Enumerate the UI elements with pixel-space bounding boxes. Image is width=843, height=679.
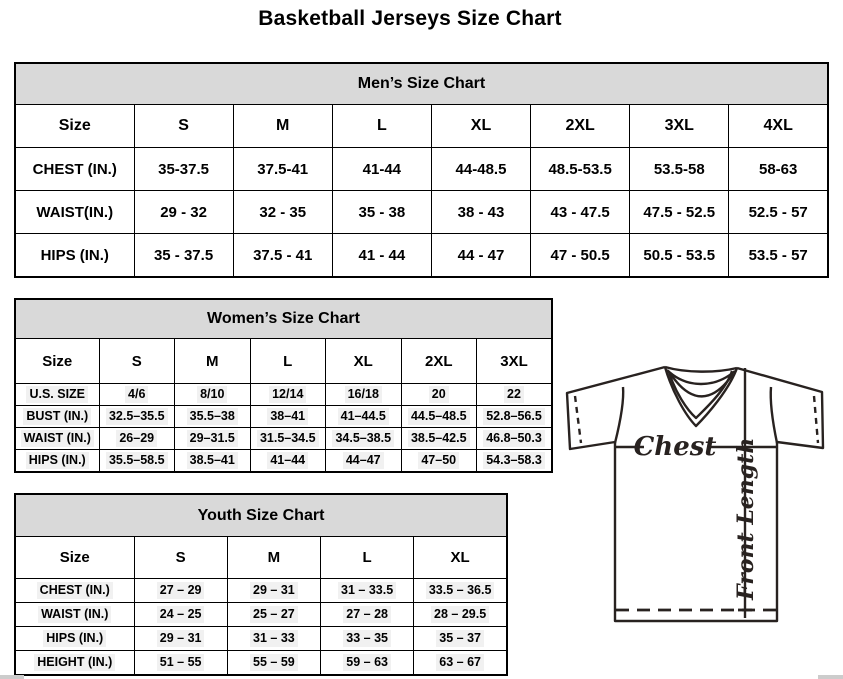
row-label: WAIST(IN.): [15, 191, 134, 234]
cell-value: 41-44: [332, 148, 431, 191]
cell-value: 53.5 - 57: [729, 234, 828, 278]
cell-value-text: 4/6: [125, 386, 148, 403]
cell-value: [414, 603, 507, 627]
cell-value-text: 29–31.5: [187, 430, 238, 447]
cell-value: [326, 450, 402, 473]
cell-value-text: 41–44.5: [338, 408, 389, 425]
cell-value-text: 38.5–41: [187, 452, 238, 469]
cell-value-text: 24 – 25: [157, 606, 205, 623]
corner-size-label: Size: [15, 105, 134, 148]
cell-value-text: 44.5–48.5: [408, 408, 470, 425]
jersey-diagram: [558, 357, 839, 632]
row-label-text: HIPS (IN.): [43, 630, 106, 647]
size-header: S: [134, 537, 227, 579]
size-header: M: [175, 339, 251, 384]
size-header: M: [233, 105, 332, 148]
size-header: S: [134, 105, 233, 148]
size-header: L: [321, 537, 414, 579]
cell-value: [227, 627, 320, 651]
row-label-text: HEIGHT (IN.): [34, 654, 115, 671]
sleeve-seam-left: [615, 387, 623, 443]
size-header: 4XL: [729, 105, 828, 148]
corner-size-label: Size: [15, 339, 99, 384]
table-row: [15, 579, 507, 603]
size-header: 3XL: [477, 339, 553, 384]
cell-value-text: 31 – 33.5: [338, 582, 396, 599]
cell-value-text: 34.5–38.5: [332, 430, 394, 447]
cell-value: 53.5-58: [630, 148, 729, 191]
cell-value: 37.5-41: [233, 148, 332, 191]
table-row: [15, 627, 507, 651]
row-label-text: HIPS (IN.): [26, 452, 89, 469]
cell-value: [134, 603, 227, 627]
cell-value: [401, 428, 477, 450]
table-row: [15, 603, 507, 627]
cell-value-text: 35.5–58.5: [106, 452, 168, 469]
cell-value: [250, 384, 326, 406]
cell-value: 58-63: [729, 148, 828, 191]
cell-value: 41 - 44: [332, 234, 431, 278]
cell-value: [326, 428, 402, 450]
table-row: [15, 191, 828, 234]
cell-value-text: 28 – 29.5: [431, 606, 489, 623]
cell-value: [99, 450, 175, 473]
cell-value: 32 - 35: [233, 191, 332, 234]
cell-value: 48.5-53.5: [531, 148, 630, 191]
row-label-text: CHEST (IN.): [37, 582, 113, 599]
row-label: [15, 406, 99, 428]
cell-value-text: 31 – 33: [250, 630, 298, 647]
cell-value-text: 35.5–38: [187, 408, 238, 425]
sleeve-seam-right: [771, 387, 777, 443]
cell-value: [134, 579, 227, 603]
cell-value-text: 20: [429, 386, 449, 403]
cell-value-text: 51 – 55: [157, 654, 205, 671]
cell-value: 47 - 50.5: [531, 234, 630, 278]
cell-value: [250, 450, 326, 473]
cell-value-text: 52.8–56.5: [483, 408, 545, 425]
cell-value: [477, 428, 553, 450]
cell-value: [326, 384, 402, 406]
corner-size-label: Size: [15, 537, 134, 579]
cell-value: 47.5 - 52.5: [630, 191, 729, 234]
cell-value-text: 41–44: [267, 452, 308, 469]
cell-value: [175, 384, 251, 406]
scrollbar-fragment-right: [818, 675, 843, 679]
cell-value: [414, 651, 507, 676]
cell-value-text: 59 – 63: [343, 654, 391, 671]
cell-value: 35-37.5: [134, 148, 233, 191]
table-row: [15, 428, 552, 450]
size-header-row: [15, 339, 552, 384]
table-header-band: [15, 63, 828, 105]
cell-value: 35 - 38: [332, 191, 431, 234]
cell-value-text: 29 – 31: [157, 630, 205, 647]
table-header-band: [15, 494, 507, 537]
cell-value: [414, 627, 507, 651]
row-label: [15, 651, 134, 676]
cell-value-text: 33.5 – 36.5: [426, 582, 495, 599]
size-header: XL: [431, 105, 530, 148]
cell-value: [99, 428, 175, 450]
size-header: 2XL: [531, 105, 630, 148]
chest-label: Chest: [633, 432, 717, 462]
size-header: XL: [326, 339, 402, 384]
cell-value: [99, 384, 175, 406]
cell-value: [401, 384, 477, 406]
youth-size-table: [14, 493, 508, 676]
scrollbar-fragment-left: [0, 675, 24, 679]
cell-value: 52.5 - 57: [729, 191, 828, 234]
cell-value: 50.5 - 53.5: [630, 234, 729, 278]
cell-value: [321, 651, 414, 676]
row-label: [15, 579, 134, 603]
cell-value-text: 35 – 37: [436, 630, 484, 647]
cell-value: [250, 428, 326, 450]
row-label-text: WAIST (IN.): [21, 430, 94, 447]
cell-value: [477, 406, 553, 428]
womens-size-table: [14, 298, 553, 473]
cell-value-text: 12/14: [269, 386, 306, 403]
collar-top-line: [665, 367, 737, 372]
row-label: HIPS (IN.): [15, 234, 134, 278]
cell-value: [134, 651, 227, 676]
cell-value: 44 - 47: [431, 234, 530, 278]
row-label: [15, 428, 99, 450]
row-label-text: U.S. SIZE: [26, 386, 88, 403]
cell-value: [175, 428, 251, 450]
mens-size-table: [14, 62, 829, 278]
cell-value: [227, 603, 320, 627]
cell-value: [227, 651, 320, 676]
cell-value-text: 44–47: [343, 452, 384, 469]
size-header: L: [332, 105, 431, 148]
mens-chart-title: Men’s Size Chart: [15, 63, 828, 105]
cuff-dashed-line-left: [575, 396, 581, 443]
row-label: [15, 627, 134, 651]
cell-value-text: 16/18: [345, 386, 382, 403]
row-label-text: WAIST (IN.): [38, 606, 111, 623]
cell-value-text: 38.5–42.5: [408, 430, 470, 447]
cell-value: [401, 406, 477, 428]
cell-value-text: 26–29: [116, 430, 157, 447]
front-length-label: Front Length: [733, 437, 759, 600]
cuff-dashed-line-right: [814, 396, 818, 443]
cell-value: 44-48.5: [431, 148, 530, 191]
page-title: Basketball Jerseys Size Chart: [258, 7, 562, 30]
size-header: L: [250, 339, 326, 384]
cell-value: 37.5 - 41: [233, 234, 332, 278]
size-header: 2XL: [401, 339, 477, 384]
cell-value: 38 - 43: [431, 191, 530, 234]
size-header: XL: [414, 537, 507, 579]
table-row: [15, 234, 828, 278]
table-row: [15, 384, 552, 406]
cell-value-text: 27 – 29: [157, 582, 205, 599]
size-header: 3XL: [630, 105, 729, 148]
size-header: S: [99, 339, 175, 384]
cell-value-text: 38–41: [267, 408, 308, 425]
table-row: [15, 651, 507, 676]
jersey-outline-shape: [567, 367, 823, 621]
size-header: M: [227, 537, 320, 579]
cell-value: [99, 406, 175, 428]
cell-value-text: 63 – 67: [436, 654, 484, 671]
cell-value: [477, 384, 553, 406]
row-label: [15, 450, 99, 473]
table-row: [15, 406, 552, 428]
cell-value: [175, 406, 251, 428]
cell-value-text: 47–50: [418, 452, 459, 469]
cell-value-text: 8/10: [197, 386, 227, 403]
cell-value-text: 54.3–58.3: [483, 452, 545, 469]
cell-value: [414, 579, 507, 603]
cell-value: [321, 579, 414, 603]
cell-value-text: 27 – 28: [343, 606, 391, 623]
row-label-text: BUST (IN.): [23, 408, 91, 425]
cell-value: [250, 406, 326, 428]
womens-chart-title: Women’s Size Chart: [15, 299, 552, 339]
table-header-band: [15, 299, 552, 339]
cell-value: 43 - 47.5: [531, 191, 630, 234]
cell-value: 35 - 37.5: [134, 234, 233, 278]
cell-value: [477, 450, 553, 473]
cell-value: [321, 627, 414, 651]
row-label: [15, 603, 134, 627]
size-header-row: [15, 105, 828, 148]
cell-value: [175, 450, 251, 473]
row-label: [15, 384, 99, 406]
row-label: CHEST (IN.): [15, 148, 134, 191]
table-row: [15, 148, 828, 191]
cell-value-text: 33 – 35: [343, 630, 391, 647]
cell-value-text: 22: [504, 386, 524, 403]
cell-value: [401, 450, 477, 473]
cell-value: [227, 579, 320, 603]
cell-value: 29 - 32: [134, 191, 233, 234]
size-header-row: [15, 537, 507, 579]
cell-value: [134, 627, 227, 651]
cell-value-text: 25 – 27: [250, 606, 298, 623]
cell-value: [326, 406, 402, 428]
cell-value-text: 29 – 31: [250, 582, 298, 599]
cell-value-text: 55 – 59: [250, 654, 298, 671]
cell-value-text: 46.8–50.3: [483, 430, 545, 447]
youth-chart-title: Youth Size Chart: [15, 494, 507, 537]
table-row: [15, 450, 552, 473]
cell-value-text: 31.5–34.5: [257, 430, 319, 447]
cell-value-text: 32.5–35.5: [106, 408, 168, 425]
cell-value: [321, 603, 414, 627]
